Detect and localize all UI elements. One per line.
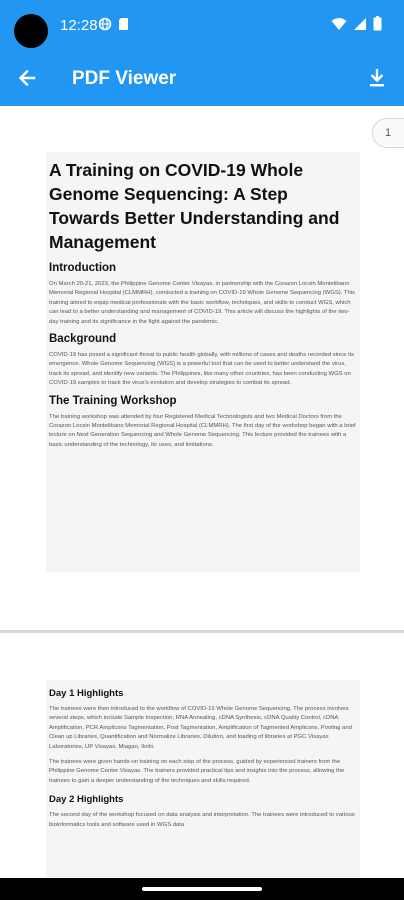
pdf-page-1 [46,152,360,572]
section-text-day2-p1: The second day of the workshop focused on data analysis and interpretation. The trainees were introduced to various bioinformatics tools and software used in WGS data [49,812,355,828]
wifi-icon [331,17,347,36]
home-indicator[interactable] [142,887,262,891]
status-time: 12:28 [60,17,98,34]
pdf-viewer[interactable] [0,106,404,878]
front-camera [14,14,48,48]
back-button[interactable] [12,65,42,95]
section-text-day1-p1: The trainees were then introduced to the workflow of COVID-19 Whole Genome Sequencing. The process involves several steps, which include Sample Inspection, RNA Annealing, cDNA Synthesis, cDNA Quality Control, cDNA Amplification, PCR Amplicons Tagmentation, Post Tagmentation, Amplification of Tagmented Amplicons, Pooling and Clean up Libraries, Quantification and Normalize Libraries, Dilution, and loading of libraries at PGC Visayas Laboratories, UP Visayas, Miagao, Iloilo. [49,706,352,750]
status-right-icons [331,16,382,36]
download-button[interactable] [362,65,392,95]
app-bar [0,52,404,106]
pdf-page-2 [46,680,360,878]
section-text-introduction: On March 20-21, 2023, the Philippine Genome Center Visayas, in partnership with the Corazon Locsin Montelibano Memorial Regional Hospital (CLMMRH), conducted a training on COVID-19 Whole Genome Sequencing (WGS). This training aimed to equip medical professionals with the basic workflow, techniques, and skills to conduct WGS, which can lead to a better understanding and management of COVID-19. This article will discuss the highlights of the two-day training and its significance in the fight against the pandemic. [49,281,356,325]
signal-icon [353,17,367,36]
section-text-day1-p2: The trainees were given hands-on training on each step of the process, guided by experienced trainers from the Philippine Genome Center Visayas. The trainers provided practical tips and insights into the process, allowing the trainees to gain a deeper understanding of the techniques and skills required. [49,759,345,784]
download-icon [368,68,386,93]
status-bar [0,0,404,52]
document-title: A Training on COVID-19 Whole Genome Sequencing: A Step Towards Better Understanding and Management [49,160,340,252]
section-heading-day2: Day 2 Highlights [49,794,124,806]
system-navigation-bar [0,878,404,900]
section-heading-training-workshop: The Training Workshop [49,394,177,407]
section-text-training-workshop: The training workshop was attended by four Registered Medical Technologists and two Medical Doctors from the Corazon Locsin Montelibano Memorial Regional Hospital (CLMMRH). The first day of the workshop began with a brief lecture on Next Generation Sequencing and Whole Genome Sequencing. This lecture provided the trainees with a basic understanding of the technology, its uses, and limitations. [49,413,356,448]
arrow-back-icon [17,68,37,93]
section-text-background: COVID-19 has posed a significant threat to public health globally, with millions of cases and deaths recorded since its emergence. Whole Genome Sequencing (WGS) is a powerful tool that can be used to better understand the virus, track its spread, and identify new variants. The Philippines, like many other countries, has been conducting WGS on COVID-19 samples to track the virus's evolution and develop strategies to combat its spread. [49,352,355,387]
sd-card-icon [118,17,129,36]
section-heading-day1: Day 1 Highlights [49,688,124,699]
status-left-icons [98,17,129,36]
section-heading-introduction: Introduction [49,262,117,274]
globe-icon [98,17,112,36]
app-title: PDF Viewer [72,68,177,89]
page-separator [0,630,404,633]
battery-icon [373,16,382,36]
page-number-indicator[interactable]: 1 [372,118,404,148]
section-heading-background: Background [49,333,117,346]
